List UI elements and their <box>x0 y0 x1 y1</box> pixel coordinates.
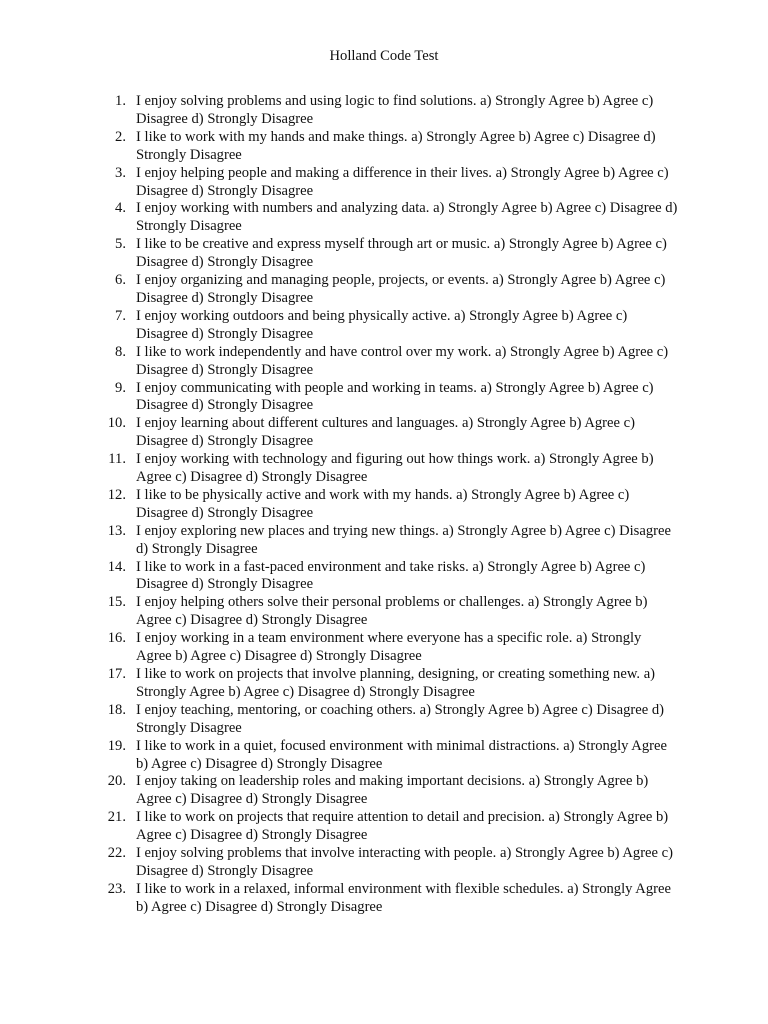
question-number: 17. <box>107 666 126 682</box>
question-text: I like to work in a relaxed, informal environment with flexible schedules. a) Strongly Agree b) Agree c) Disagree d) Strongly Disagree <box>136 880 671 915</box>
question-number: 11. <box>108 451 126 468</box>
question-item <box>0 845 678 881</box>
question-item <box>0 630 678 666</box>
question-item <box>0 165 678 201</box>
question-number: 14. <box>107 558 126 575</box>
question-number: 9. <box>115 379 126 396</box>
question-text: I like to work on projects that involve planning, designing, or creating something new. a) Strongly Agree b) Agree c) Disagree d) Strongly Disagree <box>136 666 656 700</box>
question-number: 1. <box>115 93 126 109</box>
question-number: 3. <box>115 164 126 181</box>
question-item <box>0 702 678 738</box>
question-item <box>0 666 678 702</box>
question-item <box>0 487 678 523</box>
question-number: 19. <box>107 737 126 754</box>
question-number: 23. <box>107 880 126 897</box>
question-item <box>0 93 678 129</box>
question-text: I enjoy solving problems that involve interacting with people. a) Strongly Agree b) Agree c) Disagree d) Strongly Disagree <box>136 845 673 879</box>
question-number: 2. <box>115 128 126 145</box>
question-item <box>0 236 678 272</box>
question-number: 10. <box>107 415 126 432</box>
question-number: 16. <box>107 630 126 647</box>
question-text: I like to work independently and have control over my work. a) Strongly Agree b) Agree c) Disagree d) Strongly Disagree <box>136 343 669 378</box>
question-text: I like to be physically active and work with my hands. a) Strongly Agree b) Agree c) Disagree d) Strongly Disagree <box>136 486 630 521</box>
question-text: I enjoy helping people and making a difference in their lives. a) Strongly Agree b) Agree c) Disagree d) Strongly Disagree <box>136 164 669 199</box>
question-text: I like to work with my hands and make things. a) Strongly Agree b) Agree c) Disagree d) Strongly Disagree <box>136 128 656 163</box>
question-text: I enjoy exploring new places and trying new things. a) Strongly Agree b) Agree c) Disagree d) Strongly Disagree <box>136 522 671 557</box>
question-number: 18. <box>107 701 126 718</box>
question-number: 22. <box>107 845 126 862</box>
question-number: 12. <box>107 486 126 503</box>
question-number: 7. <box>115 307 126 324</box>
question-number: 20. <box>107 773 126 790</box>
question-item <box>0 738 678 774</box>
question-item <box>0 523 678 559</box>
document-title: Holland Code Test <box>329 48 439 64</box>
question-text: I enjoy organizing and managing people, projects, or events. a) Strongly Agree b) Agree c) Disagree d) Strongly Disagree <box>136 272 666 306</box>
question-text: I enjoy communicating with people and working in teams. a) Strongly Agree b) Agree c) Disagree d) Strongly Disagree <box>136 379 654 414</box>
question-text: I like to work in a fast-paced environment and take risks. a) Strongly Agree b) Agree c) Disagree d) Strongly Disagree <box>136 558 646 593</box>
question-number: 4. <box>115 200 126 217</box>
question-text: I enjoy working with numbers and analyzing data. a) Strongly Agree b) Agree c) Disagree d) Strongly Disagree <box>136 200 678 235</box>
question-item <box>0 129 678 165</box>
question-text: I enjoy teaching, mentoring, or coaching others. a) Strongly Agree b) Agree c) Disagree d) Strongly Disagree <box>136 701 665 736</box>
question-list <box>0 93 768 917</box>
question-item <box>0 380 678 416</box>
question-item <box>0 308 678 344</box>
question-number: 6. <box>115 272 126 289</box>
question-item <box>0 773 678 809</box>
question-item <box>0 415 678 451</box>
question-number: 5. <box>115 236 126 253</box>
question-text: I like to work in a quiet, focused environment with minimal distractions. a) Strongly Agree b) Agree c) Disagree d) Strongly Disagree <box>136 737 667 772</box>
question-item <box>0 594 678 630</box>
question-text: I like to work on projects that require attention to detail and precision. a) Strongly Agree b) Agree c) Disagree d) Strongly Disagree <box>136 809 669 844</box>
question-text: I enjoy solving problems and using logic to find solutions. a) Strongly Agree b) Agree c) Disagree d) Strongly Disagree <box>136 93 654 127</box>
question-text: I enjoy taking on leadership roles and making important decisions. a) Strongly Agree b) Agree c) Disagree d) Strongly Disagree <box>136 773 649 808</box>
question-item <box>0 559 678 595</box>
question-text: I enjoy working outdoors and being physically active. a) Strongly Agree b) Agree c) Disagree d) Strongly Disagree <box>136 307 628 342</box>
question-item <box>0 344 678 380</box>
question-text: I enjoy working with technology and figuring out how things work. a) Strongly Agree b) Agree c) Disagree d) Strongly Disagree <box>136 451 654 486</box>
question-text: I enjoy helping others solve their personal problems or challenges. a) Strongly Agree b) Agree c) Disagree d) Strongly Disagree <box>136 594 648 629</box>
question-number: 13. <box>107 522 126 539</box>
question-text: I like to be creative and express myself through art or music. a) Strongly Agree b) Agree c) Disagree d) Strongly Disagree <box>136 236 667 271</box>
question-number: 21. <box>107 809 126 826</box>
question-item <box>0 809 678 845</box>
question-number: 15. <box>107 594 126 611</box>
question-number: 8. <box>115 343 126 360</box>
question-item <box>0 272 678 308</box>
question-item <box>0 451 678 487</box>
question-text: I enjoy learning about different cultures and languages. a) Strongly Agree b) Agree c) Disagree d) Strongly Disagree <box>136 415 635 450</box>
question-item <box>0 881 678 917</box>
question-text: I enjoy working in a team environment where everyone has a specific role. a) Strongly Agree b) Agree c) Disagree d) Strongly Disagree <box>136 630 642 665</box>
question-item <box>0 200 678 236</box>
